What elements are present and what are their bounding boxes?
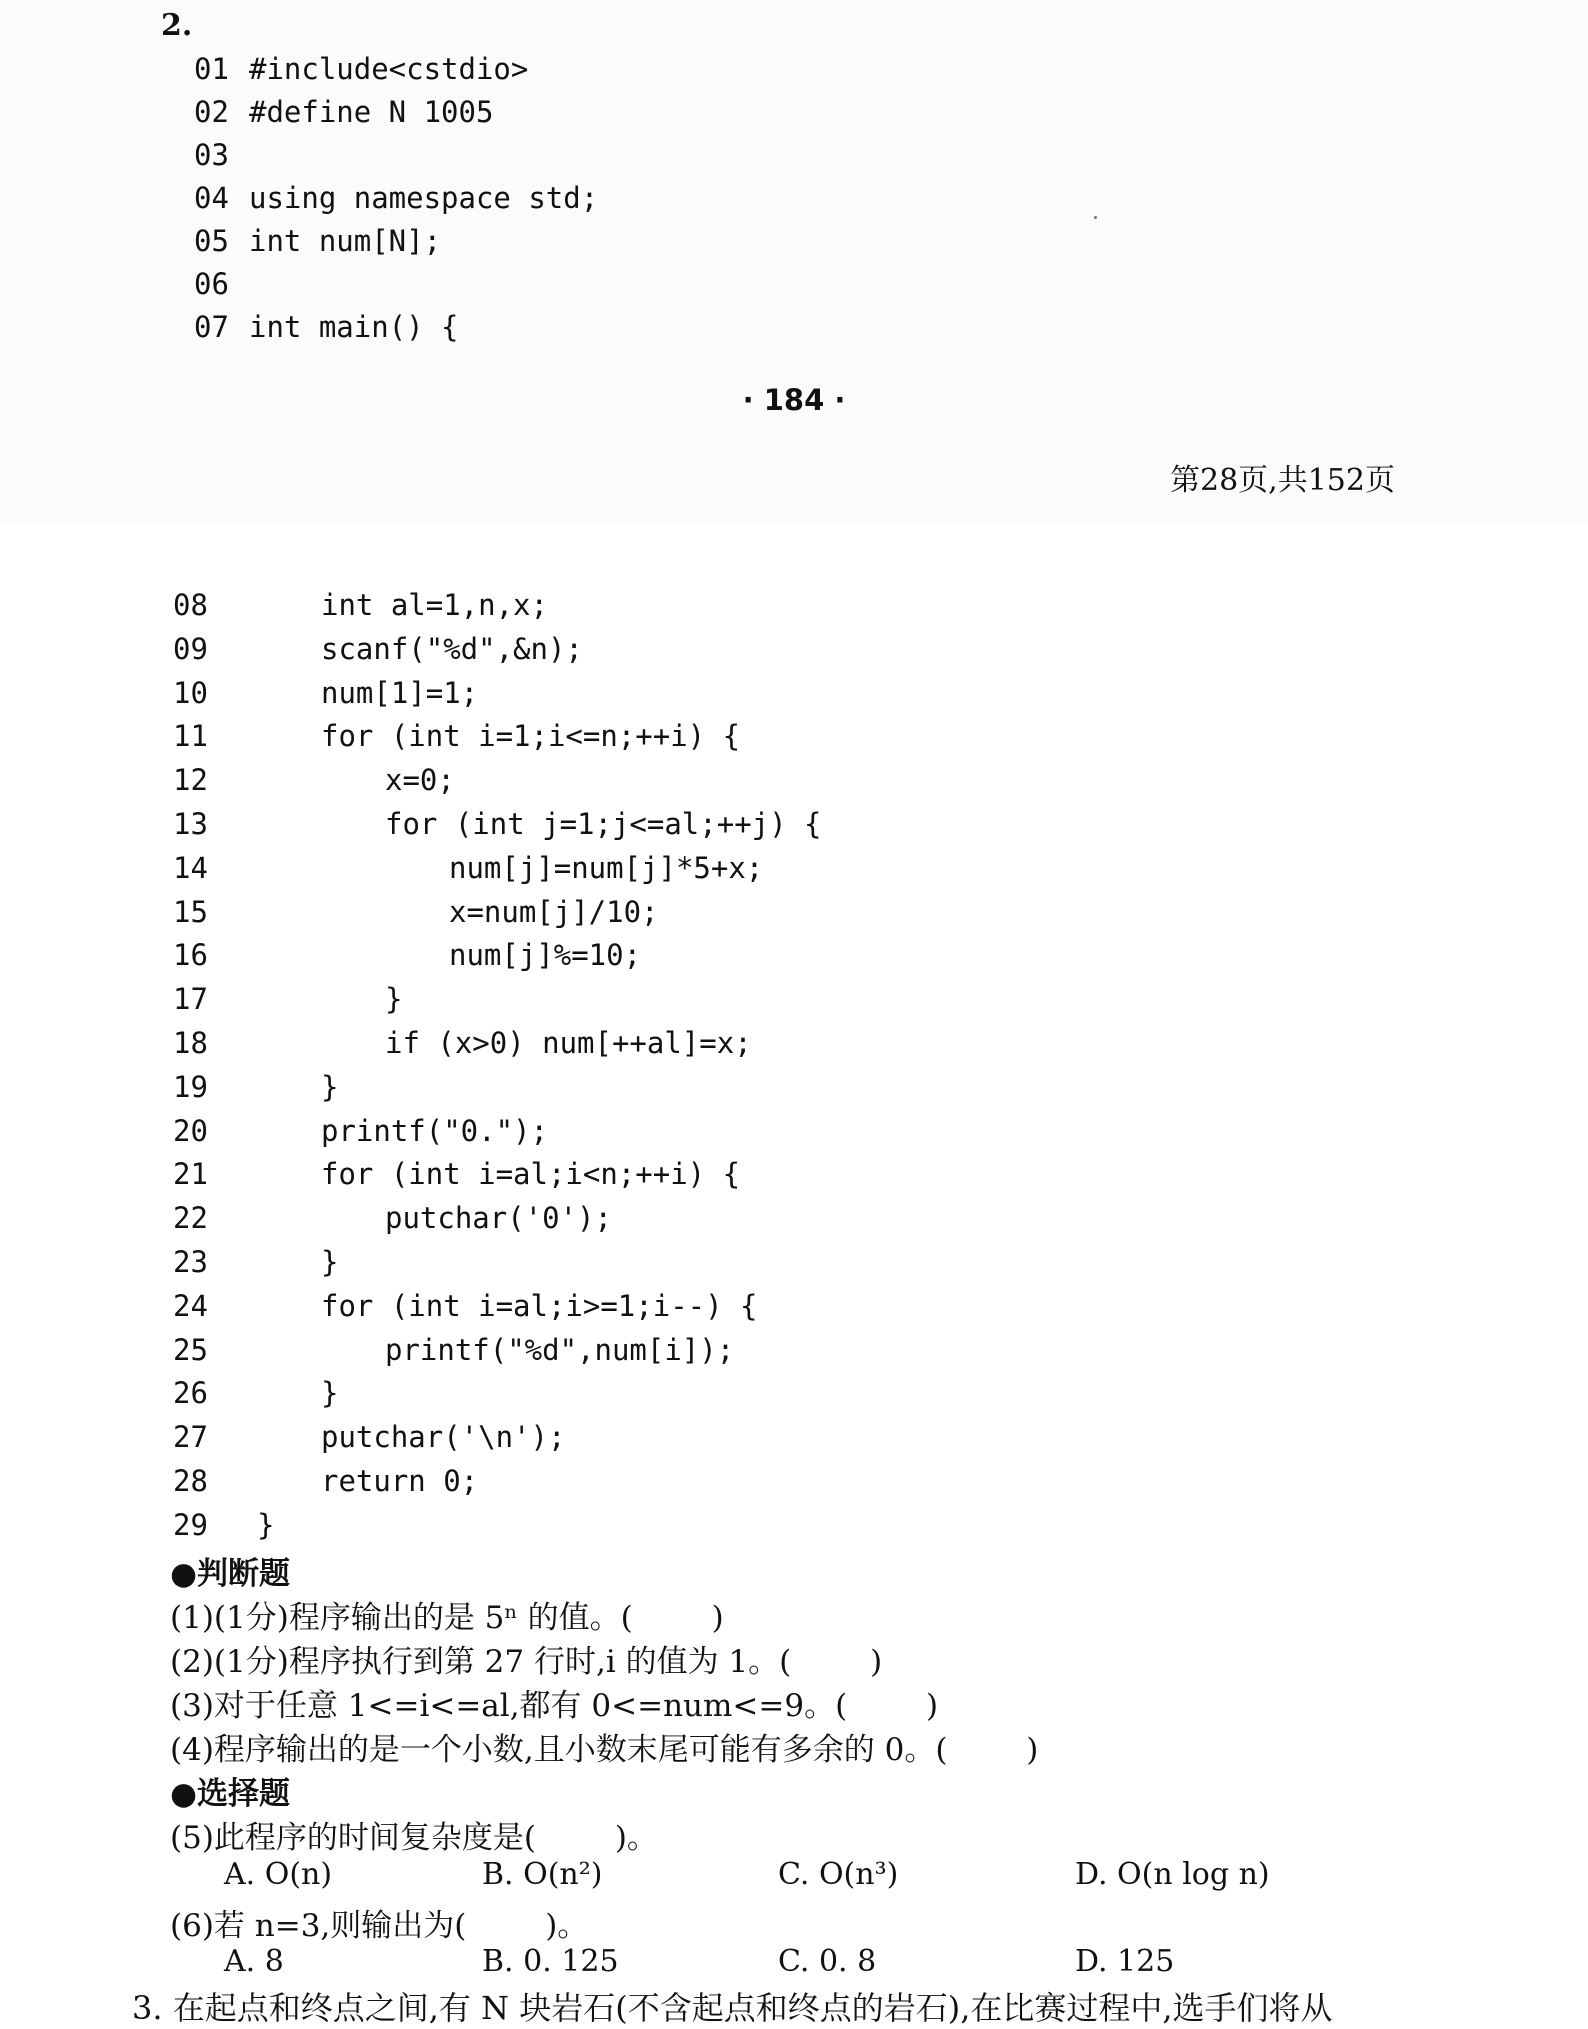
code-line-text: num[j]%=10; bbox=[449, 938, 642, 973]
code-line-text: if (x>0) num[++al]=x; bbox=[385, 1026, 752, 1060]
code-line-number: 01 bbox=[194, 52, 229, 86]
code-line-text: } bbox=[321, 1069, 339, 1104]
code-line-number: 07 bbox=[194, 310, 229, 344]
code-line-text: } bbox=[321, 1376, 339, 1411]
code-line-text: scanf("%d",&n); bbox=[321, 631, 583, 666]
code-line-number: 16 bbox=[173, 938, 208, 973]
code-line-text: } bbox=[321, 1245, 339, 1279]
code-line-number: 14 bbox=[173, 850, 208, 885]
code-line-number: 09 bbox=[173, 631, 208, 666]
code-line-text: int al=1,n,x; bbox=[321, 588, 548, 622]
page-gap bbox=[0, 522, 1588, 580]
judge-item-3: (3)对于任意 1<=i<=al,都有 0<=num<=9。( ) bbox=[170, 1688, 939, 1724]
code-line-number: 26 bbox=[173, 1376, 208, 1411]
code-line-number: 12 bbox=[173, 763, 208, 798]
q6-option-b: B. 0. 125 bbox=[482, 1944, 619, 1979]
code-line-number: 04 bbox=[194, 181, 229, 215]
code-line-number: 19 bbox=[173, 1069, 208, 1104]
code-line-text: } bbox=[385, 982, 403, 1017]
code-line-number: 06 bbox=[194, 267, 229, 301]
next-question-partial: 3. 在起点和终点之间,有 N 块岩石(不含起点和终点的岩石),在比赛过程中,选手们将从 bbox=[132, 1989, 1333, 2027]
question-6: (6)若 n=3,则输出为( )。 bbox=[170, 1908, 589, 1944]
code-line-text: x=num[j]/10; bbox=[449, 894, 659, 929]
section-choice-heading: ●选择题 bbox=[170, 1776, 291, 1812]
code-line-number: 21 bbox=[173, 1157, 208, 1192]
code-line-number: 08 bbox=[173, 588, 208, 622]
code-line-text: x=0; bbox=[385, 763, 455, 798]
q5-option-d: D. O(n log n) bbox=[1075, 1857, 1270, 1892]
q5-option-b: B. O(n²) bbox=[482, 1857, 603, 1892]
code-line-text: #define N 1005 bbox=[249, 95, 494, 129]
judge-item-4: (4)程序输出的是一个小数,且小数末尾可能有多余的 0。( ) bbox=[170, 1732, 1039, 1768]
code-line-number: 27 bbox=[173, 1420, 208, 1455]
code-line-text: } bbox=[257, 1507, 275, 1542]
code-line-number: 03 bbox=[194, 138, 229, 172]
code-line-number: 13 bbox=[173, 807, 208, 841]
code-line-number: 25 bbox=[173, 1332, 208, 1367]
code-line-text: for (int i=al;i>=1;i--) { bbox=[321, 1288, 758, 1323]
code-line-text: return 0; bbox=[321, 1464, 479, 1498]
page-top-background bbox=[0, 0, 1588, 522]
code-line-number: 23 bbox=[173, 1245, 208, 1279]
page-number: · 184 · bbox=[742, 383, 846, 417]
code-line-number: 20 bbox=[173, 1113, 208, 1148]
code-line-number: 11 bbox=[173, 719, 208, 754]
question-5: (5)此程序的时间复杂度是( )。 bbox=[170, 1820, 658, 1856]
code-line-text: for (int j=1;j<=al;++j) { bbox=[385, 807, 822, 841]
code-line-text: int main() { bbox=[249, 310, 459, 344]
q6-option-d: D. 125 bbox=[1075, 1944, 1175, 1979]
code-line-text: int num[N]; bbox=[249, 224, 442, 258]
code-line-number: 24 bbox=[173, 1288, 208, 1323]
code-line-number: 15 bbox=[173, 894, 208, 929]
code-line-number: 22 bbox=[173, 1201, 208, 1236]
code-line-text: putchar('0'); bbox=[385, 1201, 612, 1236]
q6-option-c: C. 0. 8 bbox=[778, 1944, 877, 1979]
code-line-text: #include<cstdio> bbox=[249, 52, 529, 86]
page-info: 第28页,共152页 bbox=[1170, 463, 1395, 498]
code-line-text: for (int i=1;i<=n;++i) { bbox=[321, 719, 741, 754]
section-judge-heading: ●判断题 bbox=[170, 1556, 291, 1592]
code-line-number: 05 bbox=[194, 224, 229, 258]
judge-item-2: (2)(1分)程序执行到第 27 行时,i 的值为 1。( ) bbox=[170, 1644, 883, 1680]
code-line-text: printf("%d",num[i]); bbox=[385, 1332, 735, 1367]
q5-option-c: C. O(n³) bbox=[778, 1857, 899, 1892]
code-line-text: for (int i=al;i<n;++i) { bbox=[321, 1157, 741, 1192]
code-line-number: 10 bbox=[173, 675, 208, 710]
q5-option-a: A. O(n) bbox=[224, 1857, 333, 1892]
code-line-text: putchar('\n'); bbox=[321, 1420, 566, 1455]
scan-speck bbox=[1094, 216, 1097, 219]
code-line-text: using namespace std; bbox=[249, 181, 599, 215]
code-line-text: printf("0."); bbox=[321, 1113, 548, 1148]
code-line-text: num[j]=num[j]*5+x; bbox=[449, 850, 764, 885]
code-line-number: 29 bbox=[173, 1507, 208, 1542]
judge-item-1: (1)(1分)程序输出的是 5ⁿ 的值。( ) bbox=[170, 1600, 724, 1636]
code-line-number: 28 bbox=[173, 1464, 208, 1498]
q6-option-a: A. 8 bbox=[224, 1944, 284, 1979]
code-line-number: 17 bbox=[173, 982, 208, 1017]
code-line-number: 02 bbox=[194, 95, 229, 129]
code-line-number: 18 bbox=[173, 1026, 208, 1060]
code-line-text: num[1]=1; bbox=[321, 675, 479, 710]
question-number: 2. bbox=[161, 8, 193, 43]
